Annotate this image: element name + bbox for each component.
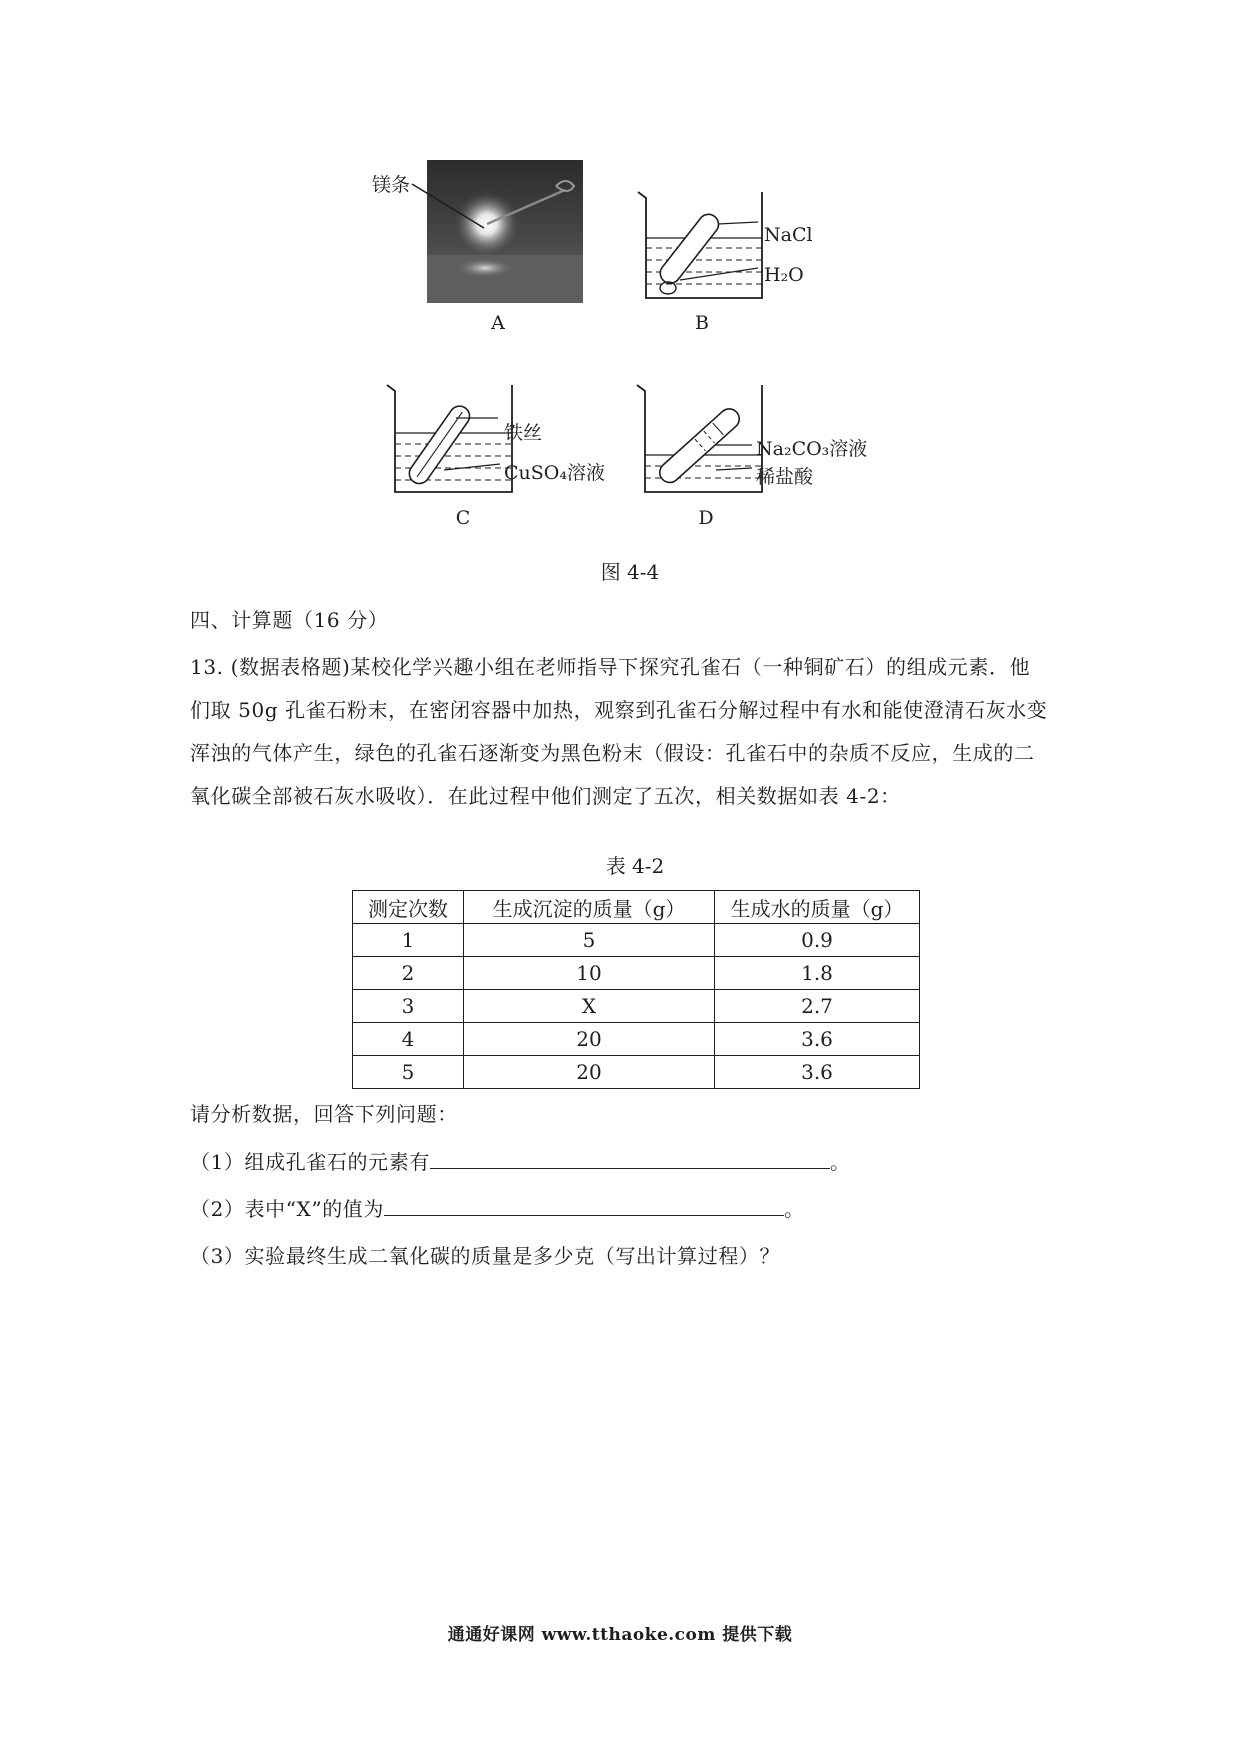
label-iron-wire: 铁丝	[504, 422, 543, 444]
table-header-cell: 测定次数	[353, 891, 464, 924]
label-h2o: H₂O	[764, 264, 804, 286]
table-cell: 20	[464, 1023, 715, 1056]
table-cell: 10	[464, 957, 715, 990]
subquestion-1-end: 。	[829, 1150, 851, 1174]
subquestion-2-end: 。	[784, 1197, 805, 1221]
page-footer: 通通好课网 www.tthaoke.com 提供下载	[447, 1625, 793, 1645]
panel-label-b: B	[695, 312, 709, 334]
table-cell: 4	[353, 1023, 464, 1056]
table-header-cell: 生成水的质量（g）	[715, 891, 920, 924]
subquestion-1-text: （1）组成孔雀石的元素有	[190, 1150, 430, 1174]
answer-blank-2[interactable]	[384, 1197, 784, 1216]
subquestion-2-text: （2）表中“X”的值为	[190, 1197, 385, 1221]
figure-4-4	[0, 0, 1240, 560]
table-cell: 3	[353, 990, 464, 1023]
table-cell: 1	[353, 924, 464, 957]
table-cell: 5	[353, 1056, 464, 1089]
table-row	[353, 1023, 920, 1056]
panel-d-beaker	[637, 385, 762, 492]
panel-a-photo	[412, 160, 583, 303]
label-na2co3-solution: Na₂CO₃溶液	[756, 438, 868, 460]
table-header-row	[353, 891, 920, 924]
table-cell: 1.8	[715, 957, 920, 990]
table-row	[353, 924, 920, 957]
panel-label-c: C	[455, 507, 471, 529]
table-cell: 2	[353, 957, 464, 990]
table-cell: 3.6	[715, 1056, 920, 1089]
subquestion-3: （3）实验最终生成二氧化碳的质量是多少克（写出计算过程）？	[190, 1244, 781, 1268]
label-dilute-hcl: 稀盐酸	[756, 466, 814, 488]
panel-label-d: D	[698, 507, 714, 529]
table-caption: 表 4-2	[605, 854, 665, 878]
table-row	[353, 990, 920, 1023]
subquestion-1	[190, 1146, 851, 1175]
panel-label-a: A	[491, 312, 505, 334]
table-cell: 5	[464, 924, 715, 957]
question-13-stem: 13. (数据表格题)某校化学兴趣小组在老师指导下探究孔雀石（一种铜矿石）的组成元素．他们取 50g 孔雀石粉末，在密闭容器中加热，观察到孔雀石分解过程中有水和能使澄清石灰水变浑浊的气体产生，绿色的孔雀石逐渐变为黑色粉末（假设：孔雀石中的杂质不反应，生成的二氧化碳全部被石灰水吸收）．在此过程中他们测定了五次，相关数据如表 4-2：	[190, 655, 1048, 808]
panel-c-beaker	[387, 385, 512, 492]
table-row	[353, 957, 920, 990]
section-title: 四、计算题（16 分）	[190, 608, 389, 632]
subquestion-2	[190, 1193, 805, 1222]
table-cell: 20	[464, 1056, 715, 1089]
analysis-prompt: 请分析数据，回答下列问题：	[190, 1102, 458, 1126]
panel-b-beaker	[638, 192, 762, 298]
figure-caption: 图 4-4	[600, 560, 660, 584]
table-cell: 2.7	[715, 990, 920, 1023]
table-cell: X	[464, 990, 715, 1023]
answer-blank-1[interactable]	[430, 1150, 830, 1169]
table-cell: 0.9	[715, 924, 920, 957]
label-magnesium-strip: 镁条	[372, 174, 411, 196]
label-nacl: NaCl	[764, 224, 813, 246]
data-table	[352, 890, 920, 1089]
table-row	[353, 1056, 920, 1089]
table-cell: 3.6	[715, 1023, 920, 1056]
table-header-cell: 生成沉淀的质量（g）	[464, 891, 715, 924]
label-cuso4-solution: CuSO₄溶液	[504, 462, 605, 484]
